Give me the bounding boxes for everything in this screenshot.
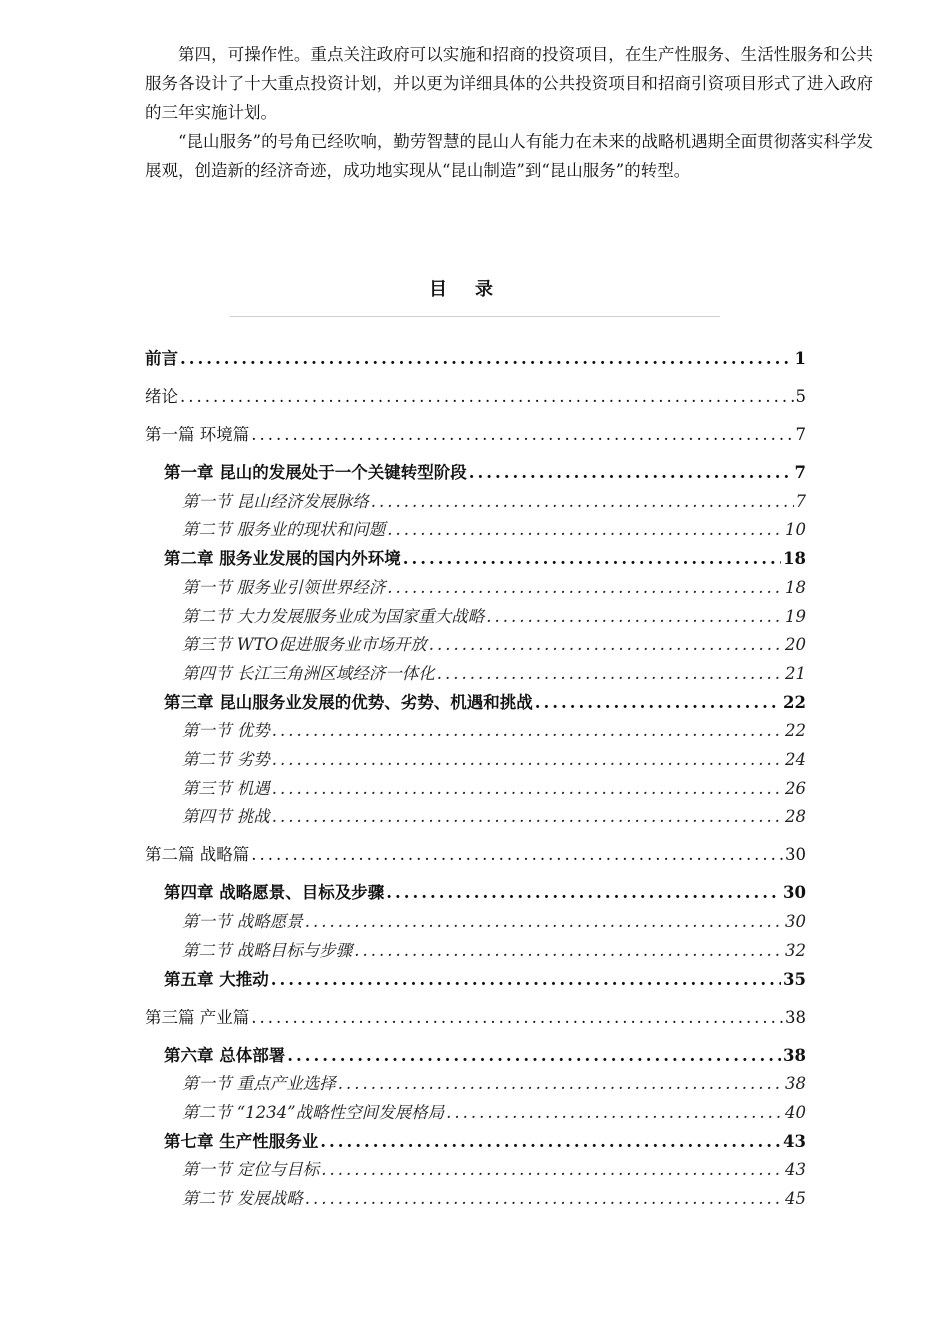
toc-page-number: 20 xyxy=(785,635,806,655)
toc-section-entry[interactable] xyxy=(182,516,806,542)
toc-part-entry[interactable] xyxy=(145,345,806,371)
toc-page-number: 38 xyxy=(785,1074,806,1094)
toc-entry-label: 第二节 “1234”战略性空间发展格局 xyxy=(182,1102,445,1122)
toc-leader-dots xyxy=(387,520,783,539)
toc-leader-dots xyxy=(180,349,793,368)
toc-page-number: 18 xyxy=(783,549,806,569)
toc-leader-dots xyxy=(387,578,783,597)
toc-chapter-entry[interactable] xyxy=(164,545,806,571)
toc-page-number: 43 xyxy=(785,1160,806,1180)
toc-title: 目录 xyxy=(429,279,521,300)
toc-page-number: 43 xyxy=(783,1131,806,1151)
toc-entry-label: 第二节 大力发展服务业成为国家重大战略 xyxy=(182,606,485,626)
toc-leader-dots xyxy=(403,549,781,568)
toc-entry-label: 第一节 定位与目标 xyxy=(182,1160,320,1180)
toc-section-entry[interactable] xyxy=(182,1099,806,1125)
toc-page-number: 1 xyxy=(794,349,806,368)
toc-leader-dots xyxy=(437,664,783,683)
toc-entry-label: 第一节 战略愿景 xyxy=(182,912,303,932)
toc-chapter-entry[interactable] xyxy=(164,1042,806,1068)
toc-page-number: 22 xyxy=(783,692,806,712)
toc-leader-dots xyxy=(321,1160,783,1179)
toc-page-number: 26 xyxy=(785,778,806,798)
toc-section-entry[interactable] xyxy=(182,908,806,934)
toc-entry-label: 第五章 大推动 xyxy=(164,969,269,989)
toc-page-number: 19 xyxy=(785,606,806,626)
toc-section-entry[interactable] xyxy=(182,488,806,514)
toc-section-entry[interactable] xyxy=(182,803,806,829)
toc-section-entry[interactable] xyxy=(182,775,806,801)
toc-entry-label: 第二节 服务业的现状和问题 xyxy=(182,520,386,540)
toc-divider xyxy=(230,316,720,317)
toc-chapter-entry[interactable] xyxy=(164,966,806,992)
toc-page-number: 21 xyxy=(785,663,806,683)
toc-leader-dots xyxy=(251,425,793,444)
toc-leader-dots xyxy=(180,387,794,406)
toc-page-number: 10 xyxy=(785,520,806,540)
toc-leader-dots xyxy=(272,807,783,826)
toc-part-entry[interactable] xyxy=(145,841,806,867)
toc-leader-dots xyxy=(354,941,783,960)
toc-entry-label: 第四章 战略愿景、目标及步骤 xyxy=(164,883,385,903)
toc-page-number: 22 xyxy=(785,721,806,741)
toc-leader-dots xyxy=(535,693,781,712)
toc-section-entry[interactable] xyxy=(182,574,806,600)
toc-page-number: 38 xyxy=(785,1007,806,1027)
toc-leader-dots xyxy=(320,1132,781,1151)
toc-page-number: 38 xyxy=(783,1045,806,1065)
intro-text xyxy=(145,40,873,185)
toc-entry-label: 第一节 昆山经济发展脉络 xyxy=(182,491,369,511)
toc-entry-label: 第三章 昆山服务业发展的优势、劣势、机遇和挑战 xyxy=(164,692,533,712)
toc-section-entry[interactable] xyxy=(182,603,806,629)
toc-leader-dots xyxy=(271,970,781,989)
toc-entry-label: 第二节 发展战略 xyxy=(182,1189,303,1208)
toc-chapter-entry[interactable] xyxy=(164,879,806,905)
toc-entry-label: 第一篇 环境篇 xyxy=(145,425,250,444)
toc-entry-label: 第三节 WTO促进服务业市场开放 xyxy=(182,635,427,655)
toc-entry-label: 第六章 总体部署 xyxy=(164,1045,286,1065)
toc-entry-label: 第二篇 战略篇 xyxy=(145,845,250,865)
toc-page-number: 7 xyxy=(794,463,806,482)
toc-leader-dots xyxy=(305,912,783,931)
toc-page-number: 24 xyxy=(785,750,806,769)
toc-page-number: 30 xyxy=(785,845,806,865)
toc-entry-label: 第一节 重点产业选择 xyxy=(182,1074,336,1094)
toc-entry-label: 前言 xyxy=(145,349,178,368)
toc-leader-dots xyxy=(429,635,783,654)
toc-part-entry[interactable] xyxy=(145,383,806,409)
toc-entry-label: 第一章 昆山的发展处于一个关键转型阶段 xyxy=(164,463,467,482)
toc-entry-label: 第一节 优势 xyxy=(182,721,270,741)
toc-page-number: 35 xyxy=(783,969,806,989)
toc-leader-dots xyxy=(305,1189,783,1208)
toc-page-number: 45 xyxy=(785,1189,806,1208)
toc-leader-dots xyxy=(338,1074,783,1093)
toc-part-entry[interactable] xyxy=(145,1004,806,1030)
toc-entry-label: 第三篇 产业篇 xyxy=(145,1007,250,1027)
toc-section-entry[interactable] xyxy=(182,1070,806,1096)
toc-leader-dots xyxy=(446,1103,783,1122)
toc-page-number: 5 xyxy=(795,387,806,406)
toc-leader-dots xyxy=(371,492,794,511)
toc-entry-label: 第三节 机遇 xyxy=(182,778,270,798)
toc-page-number: 7 xyxy=(795,425,806,444)
toc-section-entry[interactable] xyxy=(182,937,806,963)
toc-entry-label: 第四节 挑战 xyxy=(182,807,270,827)
toc-part-entry[interactable] xyxy=(145,421,806,447)
toc-entry-label: 第一节 服务业引领世界经济 xyxy=(182,577,386,597)
toc-page-number: 18 xyxy=(785,577,806,597)
toc-entry-label: 第四节 长江三角洲区域经济一体化 xyxy=(182,663,435,683)
intro-paragraph: “昆山服务”的号角已经吹响，勤劳智慧的昆山人有能力在未来的战略机遇期全面贯彻落实科学发展观，创造新的经济奇迹，成功地实现从“昆山制造”到“昆山服务”的转型。 xyxy=(145,132,873,180)
toc-leader-dots xyxy=(272,779,783,798)
toc-page-number: 30 xyxy=(785,912,806,932)
toc-leader-dots xyxy=(251,845,783,864)
toc-page-number: 7 xyxy=(795,491,806,511)
toc-chapter-entry[interactable] xyxy=(164,459,806,485)
intro-paragraph: 第四，可操作性。重点关注政府可以实施和招商的投资项目，在生产性服务、生活性服务和公共服务各设计了十大重点投资计划，并以更为详细具体的公共投资项目和招商引资项目形式了进入政府的三年实施计划。 xyxy=(145,45,873,122)
toc-leader-dots xyxy=(287,1046,781,1065)
toc-leader-dots xyxy=(272,750,783,769)
toc-section-entry[interactable] xyxy=(182,717,806,743)
toc-section-entry[interactable] xyxy=(182,660,806,686)
toc-entry-label: 第二节 战略目标与步骤 xyxy=(182,940,353,960)
toc-chapter-entry[interactable] xyxy=(164,689,806,715)
toc-entry-label: 第二章 服务业发展的国内外环境 xyxy=(164,549,401,569)
toc-leader-dots xyxy=(251,1008,783,1027)
toc-chapter-entry[interactable] xyxy=(164,1128,806,1154)
toc-section-entry[interactable] xyxy=(182,631,806,657)
toc-leader-dots xyxy=(486,607,783,626)
toc-entry-label: 第七章 生产性服务业 xyxy=(164,1131,319,1151)
toc-leader-dots xyxy=(272,721,783,740)
toc-page-number: 32 xyxy=(785,940,806,960)
toc-leader-dots xyxy=(386,883,781,902)
toc-page-number: 40 xyxy=(785,1102,806,1122)
toc-entry-label: 绪论 xyxy=(145,387,178,406)
toc-page-number: 28 xyxy=(785,807,806,827)
toc-section-entry[interactable] xyxy=(182,746,806,772)
toc-entry-label: 第二节 劣势 xyxy=(182,750,270,769)
toc-page-number: 30 xyxy=(783,883,806,903)
toc-section-entry[interactable] xyxy=(182,1156,806,1182)
toc-section-entry[interactable] xyxy=(182,1185,806,1211)
toc-leader-dots xyxy=(469,463,793,482)
